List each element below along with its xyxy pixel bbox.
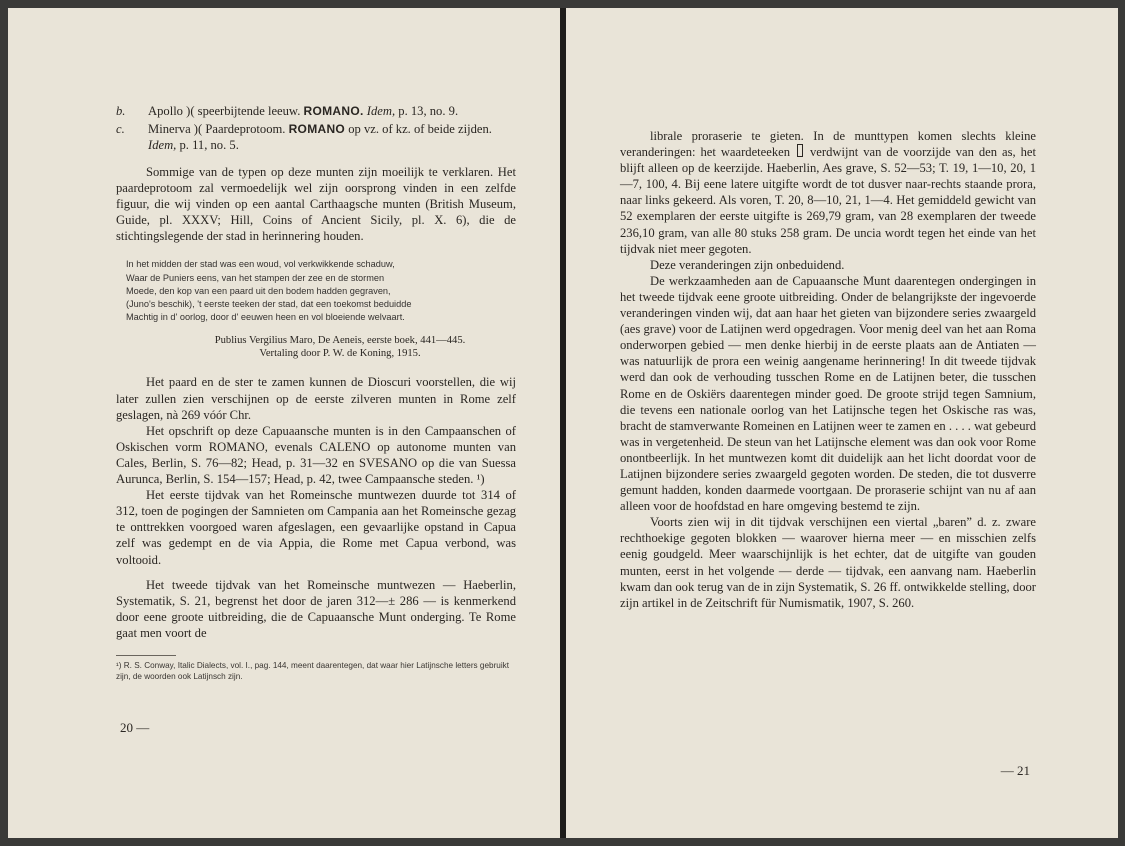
poem-line: Waar de Puniers eens, van het stampen der zee en de stormen: [126, 272, 385, 283]
page-number: 20 —: [120, 720, 150, 735]
item-label: c.: [116, 122, 125, 136]
item-text: Minerva )( Paardeprotoom.: [148, 122, 286, 136]
item-ref: Idem,: [366, 104, 396, 118]
footnote: ¹) R. S. Conway, Italic Dialects, vol. I., pag. 144, meent daarentegen, dat waar hier Latijnsche letters gebruikt zijn, de woorden ook Latijnsch zijn.: [116, 660, 510, 681]
page-number: — 21: [1000, 763, 1030, 778]
poem-line: (Juno's beschik), 't eerste teeken der stad, dat een toekomst beduidde: [126, 299, 412, 310]
paragraph: Voorts zien wij in dit tijdvak verschijnen een viertal „baren” d. z. zware rechthoekige gegoten blokken — waarover hierna meer — en misschien zelfs eenig goudgeld. Meer waarschijnlijk is het echter, dat de uitgifte van gouden munten, eerst in het volgende — derde — tijdvak, een aanvang nam. Haeberlin kwam dan ook terug van de in zijn Systematik, S. 26 ff. ontwikkelde stelling, door zijn artikel in de Zeitschrift für Numismatik, 1907, S. 260.: [620, 515, 1036, 610]
item-label: b.: [116, 104, 126, 118]
item-text: op vz. of kz. of beide zijden.: [348, 122, 492, 136]
paragraph: Het opschrift op deze Capuaansche munten is in den Campaanschen of Oskischen vorm ROMANO, evenals CALENO op autonome munten van Cales, Berlin, S. 76—82; Head, p. 31—32 en SVESANO op die van Suessa Aurunca, Berlin, S. 154—157; Head, p. 42, twee Campaansche steden. ¹): [116, 423, 516, 487]
attribution-line: Vertaling door P. W. de Koning, 1915.: [259, 348, 421, 360]
item-inscription: ROMANO: [288, 122, 346, 136]
paragraph: Het tweede tijdvak van het Romeinsche muntwezen — Haeberlin, Systematik, S. 21, begrenst het door de jaren 312—± 286 — is kenmerkend door eene groote uitbreiding, die de Capuaansche Munt onderging. Te Rome gaat men voort de: [116, 577, 516, 640]
right-page: [566, 8, 1118, 838]
poem-line: Machtig in d' oorlog, door d' eeuwen heen en vol bloeiende welvaart.: [126, 312, 405, 323]
item-inscription: ROMANO.: [303, 104, 364, 118]
item-text: p. 13, no. 9.: [398, 104, 459, 118]
text-run: verdwijnt van de voorzijde van den as, het blijft alleen op de keerzijde. Haeberlin, Aes grave, S. 52—53; T. 19, 1—10, 20, 1—7, 100, 4. Bij eene latere uitgifte wordt de tot dusver naar-rechts staande prora, naar links gekeerd. Als voren, T. 20, 8—10, 21, 1—4. Het gemiddeld gewicht van 52 exemplaren der eerste uitgifte is 269,79 gram, van 28 exemplaren der tweede 236,10 gram, van alle 80 stuks 258 gram. De uncia wordt tegen het einde van het tijdvak niet meer gegoten.: [620, 145, 1036, 256]
poem-line: Moede, den kop van een paard uit den bodem hadden gegraven,: [126, 285, 391, 296]
attribution-line: Publius Vergilius Maro, De Aeneis, eerste boek, 441—445.: [214, 335, 466, 347]
item-text: Apollo )( speerbijtende leeuw.: [148, 104, 301, 118]
poem-quote: [126, 258, 516, 324]
value-mark-icon: [797, 144, 803, 157]
footnote-rule: [116, 655, 176, 656]
paragraph: De werkzaamheden aan de Capuaansche Munt daarentegen ondergingen in het tweede tijdvak eene groote uitbreiding. Onder de belangrijkste der ingevoerde veranderingen vinden wij, dat aan haar het gieten van bijzondere series zwaargeld (aes grave) voor de Latijnen werd opgedragen. Voor menig deel van het aan Roma onderworpen gebied — men denke hierbij in de eerste plaats aan de Antiaten — was natuurlijk de prora een weinig aangename herinnering! In dit tweede tijdvak werd dan ook de verhouding tusschen Rome en de Latijnen beter, die tusschen Rome en de Oskiërs daarentegen minder goed. De groote strijd tegen Samnium, die tevens een nationale oorlog van het Latijnsche tegen het Oskische ras was, bracht de stamverwante Romeinen en Latijnen weer te zamen en . . . . wat gebeurd was in vergetenheid. De steun van het Latijnsche element was dan ook voor Rome onontbeerlijk. In het muntwezen komt dit duidelijk aan het licht doordat voor de Latijnen bijzondere series zwaargeld gegoten worden. De steden, die tot dusverre gemunt hadden, konden daarmede voortgaan. De proraserie schijnt van nu af aan alleen voor de hoofdstad en hare omgeving bestemd te zijn.: [620, 273, 1036, 514]
catalog-item-c: [116, 121, 516, 153]
paragraph: Deze veranderingen zijn onbeduidend.: [650, 257, 845, 272]
poem-attribution: [164, 334, 516, 360]
poem-line: In het midden der stad was een woud, vol verkwikkende schaduw,: [126, 259, 395, 270]
left-page: [8, 8, 560, 838]
catalog-item-b: [116, 103, 516, 119]
item-ref: Idem,: [148, 138, 177, 152]
paragraph: Het eerste tijdvak van het Romeinsche muntwezen duurde tot 314 of 312, toen de pogingen der Samnieten om Campania aan het Romeinsche gezag te onttrekken voorgoed waren afgeslagen, een gevaarlijke opstand in Capua zelf was gedempt en de via Appia, die Rome met Capua verbond, was voltooid.: [116, 488, 516, 567]
paragraph: Het paard en de ster te zamen kunnen de Dioscuri voorstellen, die wij later zullen zien verschijnen op de eerste zilveren munten in Rome zelf geslagen, nà 269 vóór Chr.: [116, 375, 516, 422]
item-text: p. 11, no. 5.: [179, 138, 239, 152]
text-run: librale proraserie te gieten. In de munttypen komen slechts kleine veranderingen: het waardeteeken: [620, 129, 1036, 160]
paragraph: Sommige van de typen op deze munten zijn moeilijk te verklaren. Het paardeprotoom zal vermoedelijk wel zijn oorsprong vinden in een zelfde figuur, die wij vinden op een aantal Carthaagsche munten (British Museum, Guide, pl. XXXV; Hill, Coins of Ancient Sicily, pl. X. 6), die de stichtingslegende der stad in herinnering houden.: [116, 165, 516, 244]
paragraph: [620, 128, 1036, 257]
